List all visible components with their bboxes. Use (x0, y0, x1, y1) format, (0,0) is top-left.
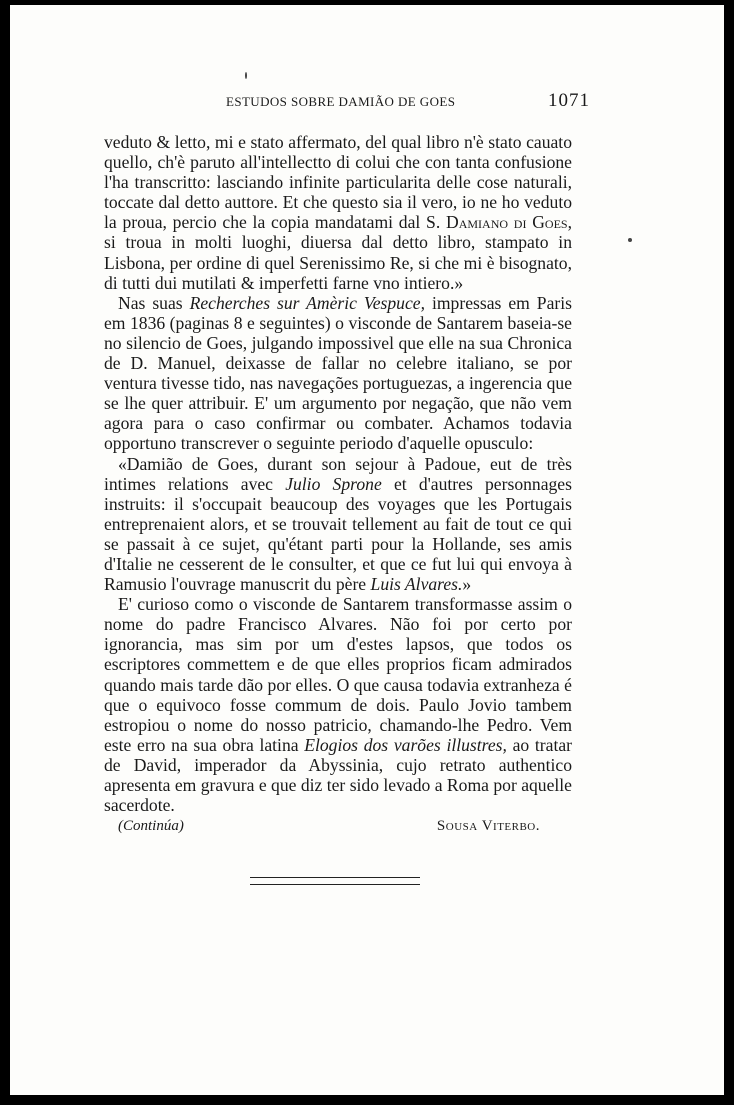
ink-speck (628, 238, 632, 242)
end-double-rule (250, 877, 420, 885)
italic-title: Recherches sur Amèric Vespuce, (189, 292, 425, 313)
author-signature: Sousa Viterbo. (436, 818, 540, 834)
running-title: ESTUDOS SOBRE DAMIÃO DE GOES (226, 94, 456, 109)
text-run: veduto & letto, mi e stato affermato, del qual libro n'è stato cauato quello, ch'è paruto all'intellectto di colui che con tanta confusione l'ha transcritto: lasciando infinite particularita delle cose naturali, toccate dal detto auttore. Et che questo sia il vero, io ne ho veduto la proua, percio che la copia mandatami dal S. (104, 132, 572, 233)
paragraph-curioso (104, 594, 572, 815)
page-number: 1071 (548, 90, 590, 111)
running-head (104, 90, 590, 114)
signature-line (118, 818, 540, 840)
paragraph-french-quote (104, 454, 572, 595)
italic-title: Elogios dos varões illustres, (304, 734, 507, 755)
continua-note: (Continúa) (118, 818, 184, 834)
text-run: E' curioso como o visconde de Santarem transformasse assim o nome do padre Francisco Alvares. Não foi por certo por ignorancia, mas sim por um d'estes lapsos, que todos os escriptores commettem e de que elles proprios ficam admirados quando mais tarde dão por elles. O que causa todavia extranheza é que o equivoco fosse commum de dois. Paulo Jovio tambem estropiou o nome do nosso patricio, chamando-lhe Pedro. Vem este erro na sua obra latina (104, 594, 572, 755)
text-run: » (462, 574, 472, 595)
paragraph-recherches (104, 293, 572, 454)
small-caps-name: Damiano di Goes (446, 212, 568, 233)
italic-name: Luis Alvares. (370, 574, 463, 595)
text-run: «Damião de Goes, durant son sejour à Padoue, eut de très intimes relations avec (104, 453, 572, 494)
text-run: Nas suas (118, 292, 190, 313)
text-run: et d'autres personnages instruits: il s'occupait beaucoup des voyages que les Portugais entreprenaient alors, et se trouvait tellement au fait de tout ce qui se passait à ce sujet, qu'étant parti pour la Hollande, ses amis d'Italie ne cesserent de le consulter, et que ce fut lui qui envoya à Ramusio l'ouvrage manuscrit du père (104, 473, 572, 595)
paragraph-italian-quote (104, 132, 572, 293)
text-run: , si troua in molti luoghi, diuersa dal detto libro, stampato in Lisbona, per ordine di quel Serenissimo Re, si che mi è bisognato, di tutti dui mutilati & imperfetti farne vno intiero.» (104, 212, 572, 293)
text-run: impressas em Paris em 1836 (paginas 8 e seguintes) o visconde de Santarem baseia-se no silencio de Goes, julgando impossivel que elle na sua Chronica de D. Manuel, deixasse de fallar no celebre italiano, se por ventura tivesse tido, nas navegações portuguezas, a ingerencia que se lhe quer attribuir. E' um argumento por negação, que não vem agora para o caso confirmar ou combater. Achamos todavia opportuno transcrever o seguinte periodo d'aquelle opusculo: (104, 292, 573, 454)
italic-name: Julio Sprone (285, 473, 382, 494)
body-text (104, 132, 572, 815)
text-run: ao tratar de David, imperador da Abyssinia, cujo retrato authentico apresenta em gravura e que diz ter sido levado a Roma por aquelle sacerdote. (104, 734, 572, 816)
ink-speck (245, 72, 247, 79)
